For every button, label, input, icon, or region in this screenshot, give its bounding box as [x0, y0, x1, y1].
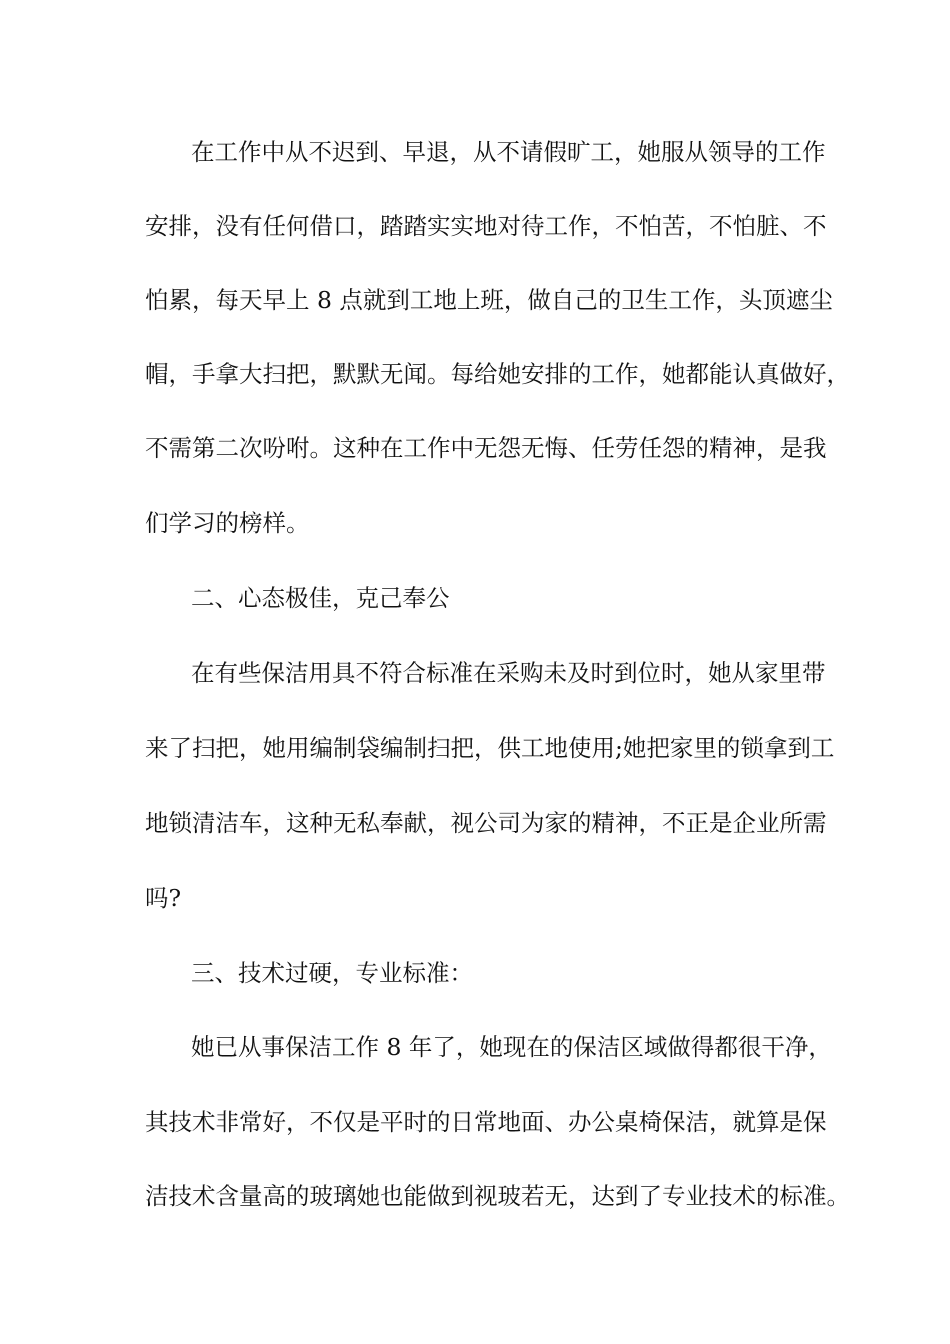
paragraph-1-line-6: 们学习的榜样。	[145, 509, 310, 537]
paragraph-3-line-1: 她已从事保洁工作 8 年了，她现在的保洁区域做得都很干净，	[191, 1033, 832, 1061]
paragraph-2-line-2: 来了扫把，她用编制袋编制扫把，供工地使用;她把家里的锁拿到工	[145, 734, 835, 762]
paragraph-1-line-3: 怕累，每天早上 8 点就到工地上班，做自己的卫生工作，头顶遮尘	[145, 286, 833, 314]
paragraph-1-line-2: 安排，没有任何借口，踏踏实实地对待工作，不怕苦，不怕脏、不	[145, 212, 827, 240]
paragraph-3-line-2: 其技术非常好，不仅是平时的日常地面、办公桌椅保洁，就算是保	[145, 1108, 827, 1136]
paragraph-3-line-3: 洁技术含量高的玻璃她也能做到视玻若无，达到了专业技术的标准。	[145, 1182, 850, 1210]
paragraph-2-line-4: 吗?	[145, 884, 182, 912]
paragraph-2-line-1: 在有些保洁用具不符合标准在采购未及时到位时，她从家里带	[191, 659, 826, 687]
paragraph-1-line-5: 不需第二次吩咐。这种在工作中无怨无悔、任劳任怨的精神，是我	[145, 434, 827, 462]
paragraph-2-line-3: 地锁清洁车，这种无私奉献，视公司为家的精神，不正是企业所需	[145, 809, 827, 837]
section-heading-3: 三、技术过硬，专业标准：	[191, 959, 473, 987]
paragraph-1-line-4: 帽，手拿大扫把，默默无闻。每给她安排的工作，她都能认真做好，	[145, 360, 850, 388]
section-heading-2: 二、心态极佳，克己奉公	[191, 584, 450, 612]
paragraph-1-line-1: 在工作中从不迟到、早退，从不请假旷工，她服从领导的工作	[191, 138, 826, 166]
